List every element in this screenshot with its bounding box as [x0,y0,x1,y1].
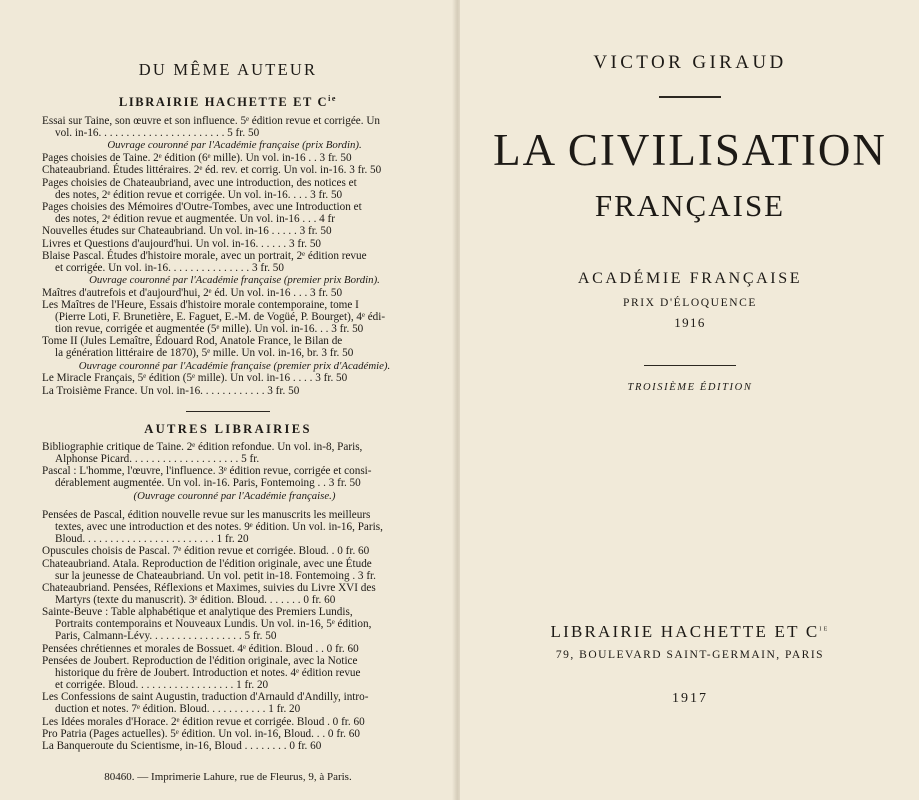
hachette-publisher-label: LIBRAIRIE HACHETTE ET C [118,95,329,110]
book-entry-line: Pages choisies des Mémoires d'Outre-Tombes, avec une Introduction et [42,201,362,213]
book-entry-line: des notes, 2ᵉ édition revue et augmentée. Un vol. in-16 . . . 4 fr [55,212,335,225]
edition-label: TROISIÈME ÉDITION [627,382,753,394]
book-entry-line: Pascal : L'homme, l'œuvre, l'influence. 3ᵉ édition revue, corrigée et consi- [42,465,372,478]
other-book-list-group-2 [42,510,414,753]
book-entry-line: Bibliographie critique de Taine. 2ᵉ édition refondue. Un vol. in-8, Paris, [42,441,363,454]
book-entry-line: Pages choisies de Chateaubriand, avec une introduction, des notices et [42,176,357,189]
book-entry-line: Pro Patria (Pages actuelles). 5ᵉ édition. Un vol. in-16, Bloud. . . 0 fr. 60 [42,727,360,740]
printer-imprint: 80460. — Imprimerie Lahure, rue de Fleurus, 9, à Paris. [104,771,352,784]
book-entry-line: Pensées de Joubert. Reproduction de l'édition originale, avec la Notice [42,655,358,667]
award-note: Ouvrage couronné par l'Académie française (prix Bordin). [107,139,362,152]
other-book-list-group-1 [42,442,414,503]
publisher-address: 79, BOULEVARD SAINT-GERMAIN, PARIS [555,649,825,661]
book-entry-line: (Pierre Loti, F. Brunetière, E. Faguet, E.-M. de Vogüé, P. Bourget), 4ᵉ édi- [55,311,386,324]
book-entry-line: Nouvelles études sur Chateaubriand. Un vol. in-16 . . . . . 3 fr. 50 [42,225,332,238]
book-entry [42,239,414,251]
book-entry [42,656,414,692]
book-entry-line: Opuscules choisis de Pascal. 7ᵉ édition revue et corrigée. Bloud. . 0 fr. 60 [42,545,370,558]
section-divider-rule [186,411,270,413]
book-title-line-1: LA CIVILISATION [493,125,887,175]
book-entry [42,336,414,372]
book-entry-line: sur la jeunesse de Chateaubriand. Un vol. petit in-18. Fontemoing . 3 fr. [55,569,376,582]
book-entry-line: Livres et Questions d'aujourd'hui. Un vol. in-16. . . . . . 3 fr. 50 [42,237,322,250]
book-entry [42,178,414,202]
book-entry-line: Bloud. . . . . . . . . . . . . . . . . . . . . . . . 1 fr. 20 [55,532,249,545]
book-entry-line: Les Confessions de saint Augustin, traduction d'Arnauld d'Andilly, intro- [42,691,369,704]
book-entry-line: Tome II (Jules Lemaître, Édouard Rod, Anatole France, le Bilan de [42,335,343,348]
book-entry [42,116,414,152]
book-entry-line: textes, avec une introduction et des notes. 9ᵉ édition. Un vol. in-16, Paris, [55,521,383,534]
title-page-footer [490,622,890,707]
book-entry-line: Pensées chrétiennes et morales de Bossuet. 4ᵉ édition. Bloud . . 0 fr. 60 [42,642,359,655]
book-entry [42,741,414,753]
book-entry-line: Le Miracle Français, 5ᵉ édition (5ᵉ mille). Un vol. in-16 . . . . 3 fr. 50 [42,372,348,385]
book-entry [42,546,414,558]
award-note: (Ouvrage couronné par l'Académie française.) [133,489,336,502]
book-entry-line: Les Idées morales d'Horace. 2ᵉ édition revue et corrigée. Bloud . 0 fr. 60 [42,715,365,728]
book-entry-line: historique du frère de Joubert. Introduction et notes. 4ᵉ édition revue [55,666,361,679]
book-entry [42,202,414,226]
book-entry [42,510,414,546]
book-entry-line: tion revue, corrigée et augmentée (5ᵉ mille). Un vol. in-16. . . 3 fr. 50 [55,323,364,336]
book-entry-line: dérablement augmentée. Un vol. in-16. Paris, Fontemoing . . 3 fr. 50 [55,477,361,490]
other-publishers-heading: AUTRES LIBRAIRIES [144,422,312,437]
hachette-book-list [42,116,414,397]
book-entry-line: duction et notes. 7ᵉ édition. Bloud. . . . . . . . . . . 1 fr. 20 [55,703,301,716]
book-entry-line: Paris, Calmann-Lévy. . . . . . . . . . . . . . . . . 5 fr. 50 [55,630,277,643]
book-entry [42,644,414,656]
hachette-publisher-heading [42,94,414,110]
book-entry-line: Chateaubriand. Pensées, Réflexions et Maximes, suivies du Livre XVI des [42,582,376,595]
book-entry-line: Maîtres d'autrefois et d'aujourd'hui, 2ᵉ éd. Un vol. in-16 . . . 3 fr. 50 [42,286,343,299]
edition-divider-rule [644,365,736,366]
book-entry [42,288,414,300]
publisher-name-sup: ie [819,622,830,633]
book-entry-line: et corrigée. Un vol. in-16. . . . . . . . . . . . . . . 3 fr. 50 [55,262,284,275]
book-entry [42,386,414,398]
book-entry-line: Sainte-Beuve : Table alphabétique et analytique des Premiers Lundis, [42,606,353,619]
book-entry-line: La Troisième France. Un vol. in-16. . . . . . . . . . . . 3 fr. 50 [42,384,300,397]
book-entry [42,466,414,502]
book-entry [42,373,414,385]
prize-label: PRIX D'ÉLOQUENCE [622,297,758,309]
book-entry [42,692,414,716]
same-author-heading: DU MÊME AUTEUR [138,60,318,79]
award-note: Ouvrage couronné par l'Académie française (premier prix Bordin). [89,274,380,287]
book-entry-line: Alphonse Picard. . . . . . . . . . . . . . . . . . . . 5 fr. [55,453,260,465]
hachette-publisher-sup: ie [328,94,338,103]
book-entry-line: Portraits contemporains et Nouveaux Lundis. Un vol. in-16, 5ᵉ édition, [55,618,372,631]
book-entry [42,165,414,177]
book-entry [42,729,414,741]
book-entry-line: et corrigée. Bloud. . . . . . . . . . . . . . . . . . 1 fr. 20 [55,678,269,691]
book-entry-line: Essai sur Taine, son œuvre et son influence. 5ᵉ édition revue et corrigée. Un [42,115,381,128]
book-entry-line: vol. in-16. . . . . . . . . . . . . . . . . . . . . . . 5 fr. 50 [55,127,260,140]
book-entry [42,226,414,238]
prize-year: 1916 [674,315,706,330]
book-entry-line: la génération littéraire de 1870), 5ᵉ mille. Un vol. in-16, br. 3 fr. 50 [55,347,354,360]
book-author: VICTOR GIRAUD [593,52,787,73]
book-entry [42,607,414,643]
book-entry-line: Pages choisies de Taine. 2ᵉ édition (6ᵉ mille). Un vol. in-16 . . 3 fr. 50 [42,151,352,164]
book-entry-line: La Banqueroute du Scientisme, in-16, Bloud . . . . . . . . 0 fr. 60 [42,740,322,753]
book-entry [42,559,414,583]
title-divider-rule [659,96,721,98]
book-entry-line: Martyrs (texte du manuscrit). 3ᵉ édition. Bloud. . . . . . . 0 fr. 60 [55,593,336,606]
book-entry-line: Chateaubriand. Études littéraires. 2ᵉ éd. rev. et corrig. Un vol. in-16. 3 fr. 50 [42,164,382,177]
publisher-name-text: LIBRAIRIE HACHETTE ET C [550,622,820,641]
book-entry [42,153,414,165]
book-title-line-2: FRANÇAISE [594,188,786,223]
book-entry-line: Blaise Pascal. Études d'histoire morale, avec un portrait, 2ᵉ édition revue [42,250,367,263]
left-page-content [42,60,414,783]
publication-year: 1917 [672,691,708,706]
book-entry-line: Pensées de Pascal, édition nouvelle revue sur les manuscrits les meilleurs [42,509,371,522]
book-entry [42,251,414,287]
right-page-title [460,0,919,800]
book-entry-line: Les Maîtres de l'Heure, Essais d'histoire morale contemporaine, tome I [42,299,359,312]
book-entry-line: Chateaubriand. Atala. Reproduction de l'édition originale, avec une Étude [42,557,372,570]
book-entry [42,300,414,336]
title-page-content [490,52,890,393]
book-entry [42,442,414,466]
book-entry [42,717,414,729]
academy-label: ACADÉMIE FRANÇAISE [577,270,803,287]
publisher-name [490,622,890,642]
award-note: Ouvrage couronné par l'Académie française (premier prix d'Académie). [78,359,391,372]
book-entry [42,583,414,607]
book-entry-line: des notes, 2ᵉ édition revue et corrigée. Un vol. in-16. . . . 3 fr. 50 [55,188,343,201]
